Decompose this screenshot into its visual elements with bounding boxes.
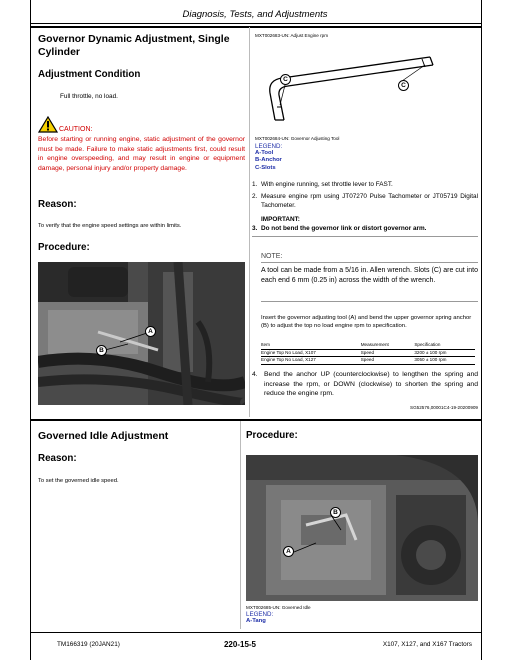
adjustment-condition-heading: Adjustment Condition: [38, 69, 141, 80]
section2-reason-text: To set the governed idle speed.: [38, 478, 119, 484]
governed-idle-photo: [246, 455, 478, 601]
note-text: A tool can be made from a 5/16 in. Allen wrench. Slots (C) are cut into each end 6 mm (0.25 in) across the width of the wrench.: [261, 267, 478, 284]
note-rule-bottom: [261, 301, 478, 302]
spec-cell: Speed: [361, 349, 415, 357]
step-1: [252, 180, 478, 189]
spec-cell: Engine Top No Load, X127: [261, 357, 361, 365]
footer-page-number: 220-15-5: [223, 640, 257, 649]
footer-product: X107, X127, and X167 Tractors: [382, 641, 472, 648]
spec-table-container: [261, 342, 475, 365]
spec-cell: Speed: [361, 357, 415, 365]
section2-procedure-heading: Procedure:: [246, 430, 298, 441]
photo1-callout-b: B: [96, 345, 107, 356]
figure2-caption: MXT002684-UN: Governor Adjusting Tool: [255, 136, 340, 141]
legend-item-a-tool: A-Tool: [255, 150, 274, 156]
header-rule: [30, 23, 482, 24]
note-rule-top: [261, 262, 478, 263]
reference-code: SG52576,00001C4-19-20200909: [410, 405, 478, 410]
adjustment-condition-text: Full throttle, no load.: [60, 93, 118, 100]
legend-list: [255, 150, 282, 172]
page-header-title: Diagnosis, Tests, and Adjustments: [182, 9, 328, 20]
step-2-text: Measure engine rpm using JT07270 Pulse Tachometer or JT05719 Digital Tachometer.: [261, 193, 478, 209]
step-3: [252, 224, 478, 233]
warning-triangle-icon: [38, 116, 58, 133]
spec-header-specification: Specification: [414, 342, 475, 349]
reason-text: To verify that the engine speed settings are within limits.: [38, 223, 182, 229]
page-right-border: [481, 0, 482, 660]
section2-figure-caption: MXT002685-UN: Governed Idle: [246, 605, 311, 610]
section2-column-divider: [240, 421, 241, 629]
page-left-border: [30, 0, 31, 660]
footer-rule: [30, 632, 482, 633]
spec-cell: 3050 ± 100 rpm: [414, 357, 475, 365]
engine-photo-illustration: [38, 262, 245, 405]
spec-cell: 3200 ± 100 rpm: [414, 349, 475, 357]
idle-photo-illustration: [246, 455, 478, 601]
tool-figure-caption: MXT002683-UN: Adjust Engine rpm: [255, 33, 329, 38]
insert-tool-text: Insert the governor adjusting tool (A) and bend the upper governor spring anchor (B) to adjust the top no load engine rpm to specification.: [261, 315, 472, 329]
note-label: NOTE:: [261, 253, 283, 260]
governor-tool-drawing: [260, 45, 460, 130]
important-label: IMPORTANT:: [261, 216, 300, 223]
photo2-callout-a: A: [283, 546, 294, 557]
spec-table: [261, 342, 475, 365]
spec-header-item: Item: [261, 342, 361, 349]
legend-item-b-anchor: B-Anchor: [255, 157, 282, 164]
step-1-number: 1.: [252, 181, 258, 188]
step-4-number: 4.: [252, 371, 258, 378]
spec-cell: Engine Top No Load, X107: [261, 349, 361, 357]
legend-item-a-tang: A-Tang: [246, 618, 266, 624]
step-1-text: With engine running, set throttle lever to FAST.: [261, 181, 393, 188]
spec-table-row: [261, 357, 475, 365]
section2-title: Governed Idle Adjustment: [38, 430, 169, 442]
spec-table-header: [261, 342, 475, 349]
governor-engine-photo: [38, 262, 245, 405]
spec-table-row: [261, 349, 475, 357]
step-2-number: 2.: [252, 193, 258, 200]
section1-title: Governor Dynamic Adjustment, Single Cylinder: [38, 33, 230, 58]
procedure-heading: Procedure:: [38, 242, 90, 253]
caution-label: CAUTION:: [59, 126, 93, 133]
section1-top-rule: [30, 26, 482, 28]
step-3-number: 3.: [252, 225, 258, 232]
step-4-text: Bend the anchor UP (counterclockwise) to lengthen the spring and increase the rpm, or DOWN (clockwise) to shorten the spring and reduce the engine rpm.: [264, 371, 478, 397]
caution-text: Before starting or running engine, static adjustment of the governor must be made. Failure to make static adjustments first, could result in engine overspeeding, and may result in engine or equipment damage, personal injury and/or property damage.: [38, 136, 245, 172]
legend-item-c-slots: C-Slots: [255, 164, 276, 171]
tool-callout-c-left: C: [280, 74, 291, 85]
legend-label: LEGEND:: [255, 143, 283, 150]
section-separator: [30, 419, 482, 421]
step-3-text: Do not bend the governor link or distort governor arm.: [261, 225, 427, 232]
photo1-callout-a: A: [145, 326, 156, 337]
footer-doc-id: TM166319 (20JAN21): [57, 641, 120, 648]
tool-callout-c-right: C: [398, 80, 409, 91]
spec-header-measurement: Measurement: [361, 342, 415, 349]
step-4: [252, 370, 478, 399]
photo2-callout-b: B: [330, 507, 341, 518]
reason-heading: Reason:: [38, 199, 77, 210]
important-rule: [252, 236, 478, 237]
section1-column-divider: [249, 27, 250, 417]
section2-legend-label: LEGEND:: [246, 611, 274, 618]
step-2: [252, 192, 478, 210]
section2-reason-heading: Reason:: [38, 453, 77, 464]
